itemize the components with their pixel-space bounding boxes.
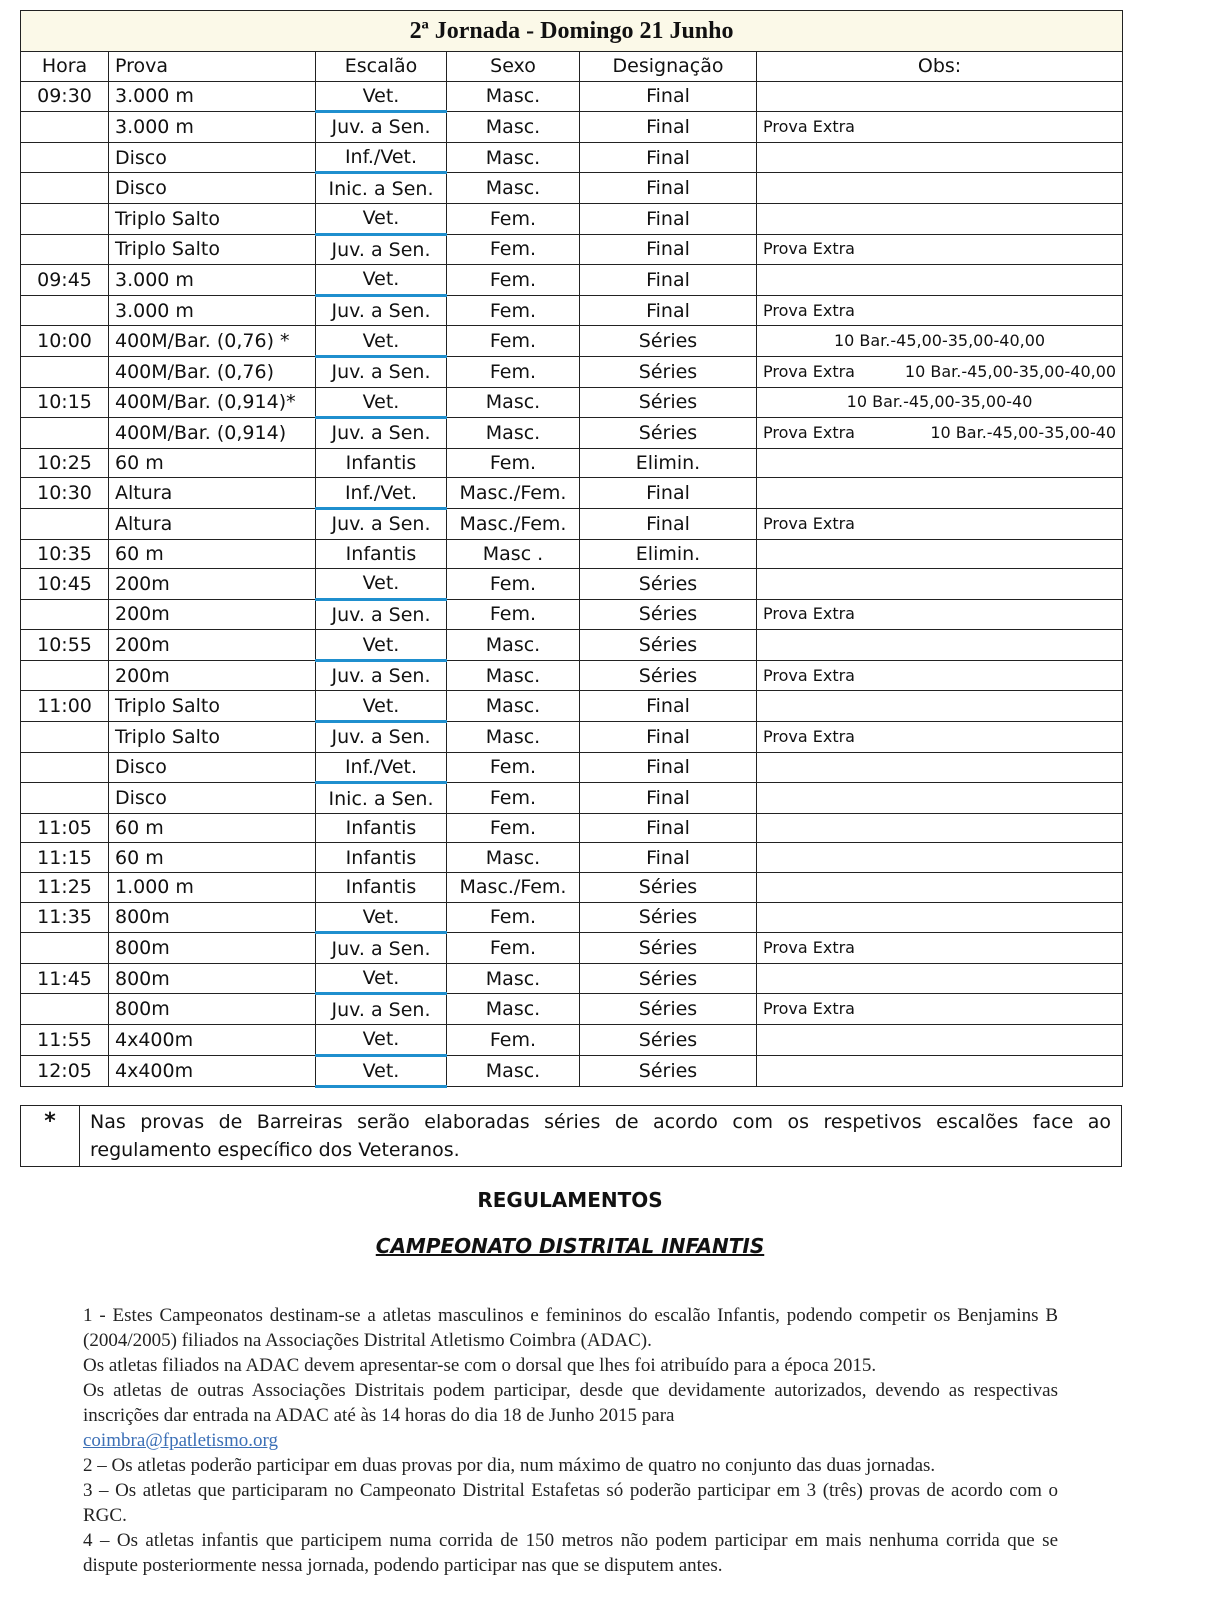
cell-prova: 400M/Bar. (0,914)* [109,387,316,418]
cell-sexo: Masc. [447,81,580,112]
cell-sexo: Fem. [447,326,580,357]
cell-escalao: Vet. [316,963,447,994]
cell-sexo: Masc. [447,963,580,994]
obs-prova-extra: Prova Extra [763,938,855,958]
rule-1-other-associations: Os atletas de outras Associações Distritais podem participar, desde que devidamente autorizados, devendo as respectivas inscrições dar entrada na ADAC até às 14 horas do dia 18 de Junho 2015 para [83,1380,1058,1426]
cell-escalao: Inf./Vet. [316,142,447,173]
schedule-row [21,873,1123,903]
hurdles-note [20,1105,1122,1167]
cell-obs [757,813,1123,843]
schedule-row [21,1025,1123,1056]
cell-prova: Altura [109,508,316,539]
cell-hora [21,234,109,265]
cell-prova: 200m [109,569,316,600]
schedule-row [21,722,1123,753]
cell-obs [757,387,1123,418]
cell-sexo: Fem. [447,448,580,478]
cell-prova: Triplo Salto [109,722,316,753]
header-escalao: Escalão [316,52,447,82]
cell-hora: 11:55 [21,1025,109,1056]
cell-hora: 11:00 [21,691,109,722]
cell-obs [757,539,1123,569]
cell-hora: 09:30 [21,81,109,112]
cell-hora: 11:35 [21,902,109,933]
rule-3: 3 – Os atletas que participaram no Campeonato Distrital Estafetas só poderão participar em 3 (três) provas de acordo com o RGC. [83,1480,1058,1526]
cell-obs [757,873,1123,903]
obs-prova-extra: Prova Extra [763,513,855,533]
cell-obs [757,1025,1123,1056]
obs-prova-extra: Prova Extra [763,300,855,320]
cell-prova: 1.000 m [109,873,316,903]
cell-sexo: Fem. [447,599,580,630]
cell-prova: 400M/Bar. (0,76) [109,356,316,387]
cell-hora [21,722,109,753]
obs-prova-extra: Prova Extra [763,999,855,1019]
obs-prova-extra: Prova Extra [763,665,855,685]
cell-sexo: Masc. [447,994,580,1025]
cell-hora: 11:45 [21,963,109,994]
schedule-row [21,356,1123,387]
header-sexo: Sexo [447,52,580,82]
cell-hora [21,418,109,449]
cell-designacao: Final [580,752,757,783]
schedule-row [21,783,1123,814]
schedule-row [21,963,1123,994]
cell-obs [757,783,1123,814]
cell-designacao: Séries [580,569,757,600]
cell-designacao: Final [580,508,757,539]
cell-obs [757,933,1123,964]
cell-hora: 10:30 [21,478,109,509]
cell-designacao: Final [580,265,757,296]
cell-obs [757,173,1123,204]
obs-prova-extra: Prova Extra [763,422,855,442]
cell-obs [757,843,1123,873]
cell-designacao: Séries [580,660,757,691]
rule-1-email-line [83,1428,1058,1453]
cell-escalao: Juv. a Sen. [316,418,447,449]
cell-obs [757,599,1123,630]
cell-obs [757,265,1123,296]
cell-escalao: Inf./Vet. [316,478,447,509]
cell-prova: 400M/Bar. (0,914) [109,418,316,449]
obs-hurdles-spec: 10 Bar.-45,00-35,00-40 [846,392,1033,412]
cell-prova: 200m [109,599,316,630]
cell-prova: 800m [109,902,316,933]
cell-obs [757,569,1123,600]
cell-obs [757,994,1123,1025]
cell-escalao: Juv. a Sen. [316,295,447,326]
cell-sexo: Fem. [447,234,580,265]
cell-obs [757,326,1123,357]
cell-hora: 10:45 [21,569,109,600]
cell-designacao: Séries [580,387,757,418]
cell-prova: 800m [109,994,316,1025]
cell-hora [21,112,109,143]
cell-escalao: Inic. a Sen. [316,783,447,814]
rule-2: 2 – Os atletas poderão participar em duas provas por dia, num máximo de quatro no conjunto das duas jornadas. [83,1455,936,1476]
cell-designacao: Séries [580,902,757,933]
header-prova: Prova [109,52,316,82]
cell-designacao: Final [580,722,757,753]
cell-prova: 3.000 m [109,112,316,143]
cell-hora [21,994,109,1025]
rule-1-dorsal: Os atletas filiados na ADAC devem apresentar-se com o dorsal que lhes foi atribuído para a época 2015. [83,1355,877,1376]
cell-escalao: Juv. a Sen. [316,660,447,691]
cell-designacao: Final [580,783,757,814]
cell-hora: 10:00 [21,326,109,357]
cell-sexo: Masc. [447,691,580,722]
schedule-row [21,418,1123,449]
cell-sexo: Fem. [447,1025,580,1056]
cell-prova: Triplo Salto [109,691,316,722]
cell-hora [21,295,109,326]
cell-obs [757,691,1123,722]
cell-designacao: Final [580,234,757,265]
cell-sexo: Masc./Fem. [447,508,580,539]
obs-prova-extra: Prova Extra [763,116,855,136]
cell-designacao: Séries [580,599,757,630]
cell-escalao: Juv. a Sen. [316,599,447,630]
cell-obs [757,752,1123,783]
cell-sexo: Masc. [447,630,580,661]
rule-4: 4 – Os atletas infantis que participem numa corrida de 150 metros não podem participar em mais nenhuma corrida que se dispute posteriormente nessa jornada, podendo participar nas que se disputem antes. [83,1530,1058,1576]
cell-designacao: Final [580,843,757,873]
cell-prova: 3.000 m [109,81,316,112]
cell-hora [21,508,109,539]
cell-sexo: Masc. [447,418,580,449]
schedule-row [21,569,1123,600]
cell-sexo: Masc. [447,1055,580,1087]
cell-prova: 800m [109,933,316,964]
cell-obs [757,295,1123,326]
cell-sexo: Masc./Fem. [447,478,580,509]
cell-designacao: Final [580,173,757,204]
regulations-subheading [0,1234,1140,1258]
cell-obs [757,234,1123,265]
email-link[interactable]: coimbra@fpatletismo.org [83,1430,278,1451]
cell-obs [757,902,1123,933]
cell-designacao: Final [580,691,757,722]
schedule-row [21,81,1123,112]
cell-escalao: Juv. a Sen. [316,356,447,387]
cell-prova: 4x400m [109,1025,316,1056]
cell-sexo: Fem. [447,752,580,783]
cell-designacao: Final [580,81,757,112]
cell-escalao: Juv. a Sen. [316,933,447,964]
cell-escalao: Vet. [316,326,447,357]
schedule-row [21,691,1123,722]
cell-escalao: Vet. [316,630,447,661]
cell-escalao: Inic. a Sen. [316,173,447,204]
cell-hora: 09:45 [21,265,109,296]
cell-obs [757,142,1123,173]
cell-hora: 12:05 [21,1055,109,1087]
cell-designacao: Final [580,112,757,143]
cell-obs [757,81,1123,112]
cell-sexo: Fem. [447,813,580,843]
obs-prova-extra: Prova Extra [763,726,855,746]
cell-prova: 3.000 m [109,295,316,326]
cell-sexo: Fem. [447,203,580,234]
cell-escalao: Infantis [316,873,447,903]
cell-hora [21,203,109,234]
cell-sexo: Masc. [447,387,580,418]
cell-obs [757,630,1123,661]
cell-sexo: Fem. [447,569,580,600]
cell-escalao: Vet. [316,1025,447,1056]
schedule-row [21,387,1123,418]
cell-hora: 10:25 [21,448,109,478]
schedule-row [21,508,1123,539]
cell-designacao: Final [580,813,757,843]
cell-hora: 11:05 [21,813,109,843]
cell-obs [757,1055,1123,1087]
cell-designacao: Elimin. [580,539,757,569]
schedule-row [21,599,1123,630]
cell-prova: 60 m [109,843,316,873]
schedule-row [21,478,1123,509]
schedule-row [21,234,1123,265]
schedule-body [21,81,1123,1087]
cell-sexo: Masc. [447,843,580,873]
cell-hora [21,599,109,630]
cell-obs [757,203,1123,234]
cell-designacao: Séries [580,873,757,903]
cell-sexo: Fem. [447,933,580,964]
cell-obs [757,112,1123,143]
schedule-row [21,203,1123,234]
cell-escalao: Vet. [316,387,447,418]
rule-1: 1 - Estes Campeonatos destinam-se a atletas masculinos e femininos do escalão Infantis, podendo competir os Benjamins B (2004/2005) filiados na Associações Distrital Atletismo Coimbra (ADAC). [83,1305,1058,1351]
header-row [21,52,1123,82]
cell-designacao: Séries [580,418,757,449]
cell-prova: 3.000 m [109,265,316,296]
cell-escalao: Infantis [316,539,447,569]
cell-escalao: Juv. a Sen. [316,994,447,1025]
schedule-row [21,448,1123,478]
regulations-heading: REGULAMENTOS [477,1188,663,1212]
cell-obs [757,722,1123,753]
cell-escalao: Vet. [316,691,447,722]
schedule-row [21,539,1123,569]
obs-hurdles-spec: 10 Bar.-45,00-35,00-40,00 [904,361,1117,381]
schedule-row [21,843,1123,873]
schedule-row [21,265,1123,296]
note-marker: * [21,1106,80,1167]
schedule-row [21,660,1123,691]
cell-designacao: Final [580,478,757,509]
cell-escalao: Infantis [316,813,447,843]
cell-designacao: Séries [580,1055,757,1087]
cell-designacao: Séries [580,356,757,387]
note-text: Nas provas de Barreiras serão elaboradas séries de acordo com os respetivos escalões face ao regulamento específico dos Veteranos. [80,1106,1122,1167]
cell-hora: 11:25 [21,873,109,903]
cell-prova: 400M/Bar. (0,76) * [109,326,316,357]
regulations-subheading-text: CAMPEONATO DISTRITAL INFANTIS [375,1234,765,1258]
cell-prova: Triplo Salto [109,234,316,265]
schedule-row [21,994,1123,1025]
cell-designacao: Séries [580,963,757,994]
cell-sexo: Fem. [447,783,580,814]
cell-sexo: Masc. [447,112,580,143]
cell-designacao: Elimin. [580,448,757,478]
cell-sexo: Fem. [447,295,580,326]
cell-escalao: Vet. [316,902,447,933]
cell-escalao: Vet. [316,265,447,296]
schedule-row [21,295,1123,326]
cell-sexo: Masc. [447,722,580,753]
cell-hora [21,660,109,691]
cell-prova: Disco [109,783,316,814]
cell-hora [21,783,109,814]
cell-designacao: Séries [580,630,757,661]
cell-designacao: Séries [580,1025,757,1056]
cell-designacao: Séries [580,933,757,964]
cell-obs [757,418,1123,449]
cell-sexo: Fem. [447,356,580,387]
schedule-title: 2ª Jornada - Domingo 21 Junho [21,11,1123,52]
cell-escalao: Vet. [316,1055,447,1087]
schedule-row [21,1055,1123,1087]
cell-sexo: Masc. [447,173,580,204]
schedule-row [21,112,1123,143]
cell-escalao: Juv. a Sen. [316,722,447,753]
cell-prova: 800m [109,963,316,994]
cell-prova: 60 m [109,539,316,569]
cell-prova: 60 m [109,813,316,843]
cell-obs [757,963,1123,994]
cell-escalao: Vet. [316,81,447,112]
obs-hurdles-spec: 10 Bar.-45,00-35,00-40,00 [833,331,1046,351]
cell-escalao: Vet. [316,569,447,600]
cell-prova: 200m [109,630,316,661]
cell-hora: 10:15 [21,387,109,418]
schedule-row [21,630,1123,661]
cell-hora: 11:15 [21,843,109,873]
schedule-row [21,752,1123,783]
cell-escalao: Infantis [316,448,447,478]
cell-designacao: Final [580,203,757,234]
cell-prova: 200m [109,660,316,691]
schedule-table [20,10,1123,1088]
schedule-row [21,142,1123,173]
obs-prova-extra: Prova Extra [763,239,855,259]
cell-prova: Disco [109,142,316,173]
cell-sexo: Fem. [447,902,580,933]
schedule-row [21,902,1123,933]
header-designacao: Designação [580,52,757,82]
cell-sexo: Fem. [447,265,580,296]
cell-hora: 10:35 [21,539,109,569]
schedule-row [21,933,1123,964]
cell-designacao: Séries [580,326,757,357]
cell-hora [21,173,109,204]
cell-prova: Disco [109,173,316,204]
cell-obs [757,660,1123,691]
cell-sexo: Masc. [447,660,580,691]
cell-escalao: Juv. a Sen. [316,234,447,265]
cell-escalao: Juv. a Sen. [316,508,447,539]
obs-hurdles-spec: 10 Bar.-45,00-35,00-40 [930,422,1117,442]
obs-prova-extra: Prova Extra [763,361,855,381]
cell-designacao: Séries [580,994,757,1025]
cell-obs [757,508,1123,539]
cell-sexo: Masc . [447,539,580,569]
cell-designacao: Final [580,142,757,173]
cell-escalao: Infantis [316,843,447,873]
cell-prova: Triplo Salto [109,203,316,234]
header-hora: Hora [21,52,109,82]
cell-designacao: Final [580,295,757,326]
cell-prova: Disco [109,752,316,783]
cell-sexo: Masc./Fem. [447,873,580,903]
schedule-row [21,173,1123,204]
cell-escalao: Juv. a Sen. [316,112,447,143]
cell-prova: 4x400m [109,1055,316,1087]
cell-hora [21,933,109,964]
cell-hora [21,142,109,173]
cell-prova: 60 m [109,448,316,478]
cell-obs [757,356,1123,387]
cell-hora: 10:55 [21,630,109,661]
cell-obs [757,478,1123,509]
header-obs: Obs: [757,52,1123,82]
regulations-body [83,1303,1058,1578]
cell-hora [21,752,109,783]
cell-escalao: Inf./Vet. [316,752,447,783]
obs-prova-extra: Prova Extra [763,604,855,624]
schedule-row [21,326,1123,357]
cell-sexo: Masc. [447,142,580,173]
schedule-row [21,813,1123,843]
cell-escalao: Vet. [316,203,447,234]
cell-hora [21,356,109,387]
cell-prova: Altura [109,478,316,509]
cell-obs [757,448,1123,478]
